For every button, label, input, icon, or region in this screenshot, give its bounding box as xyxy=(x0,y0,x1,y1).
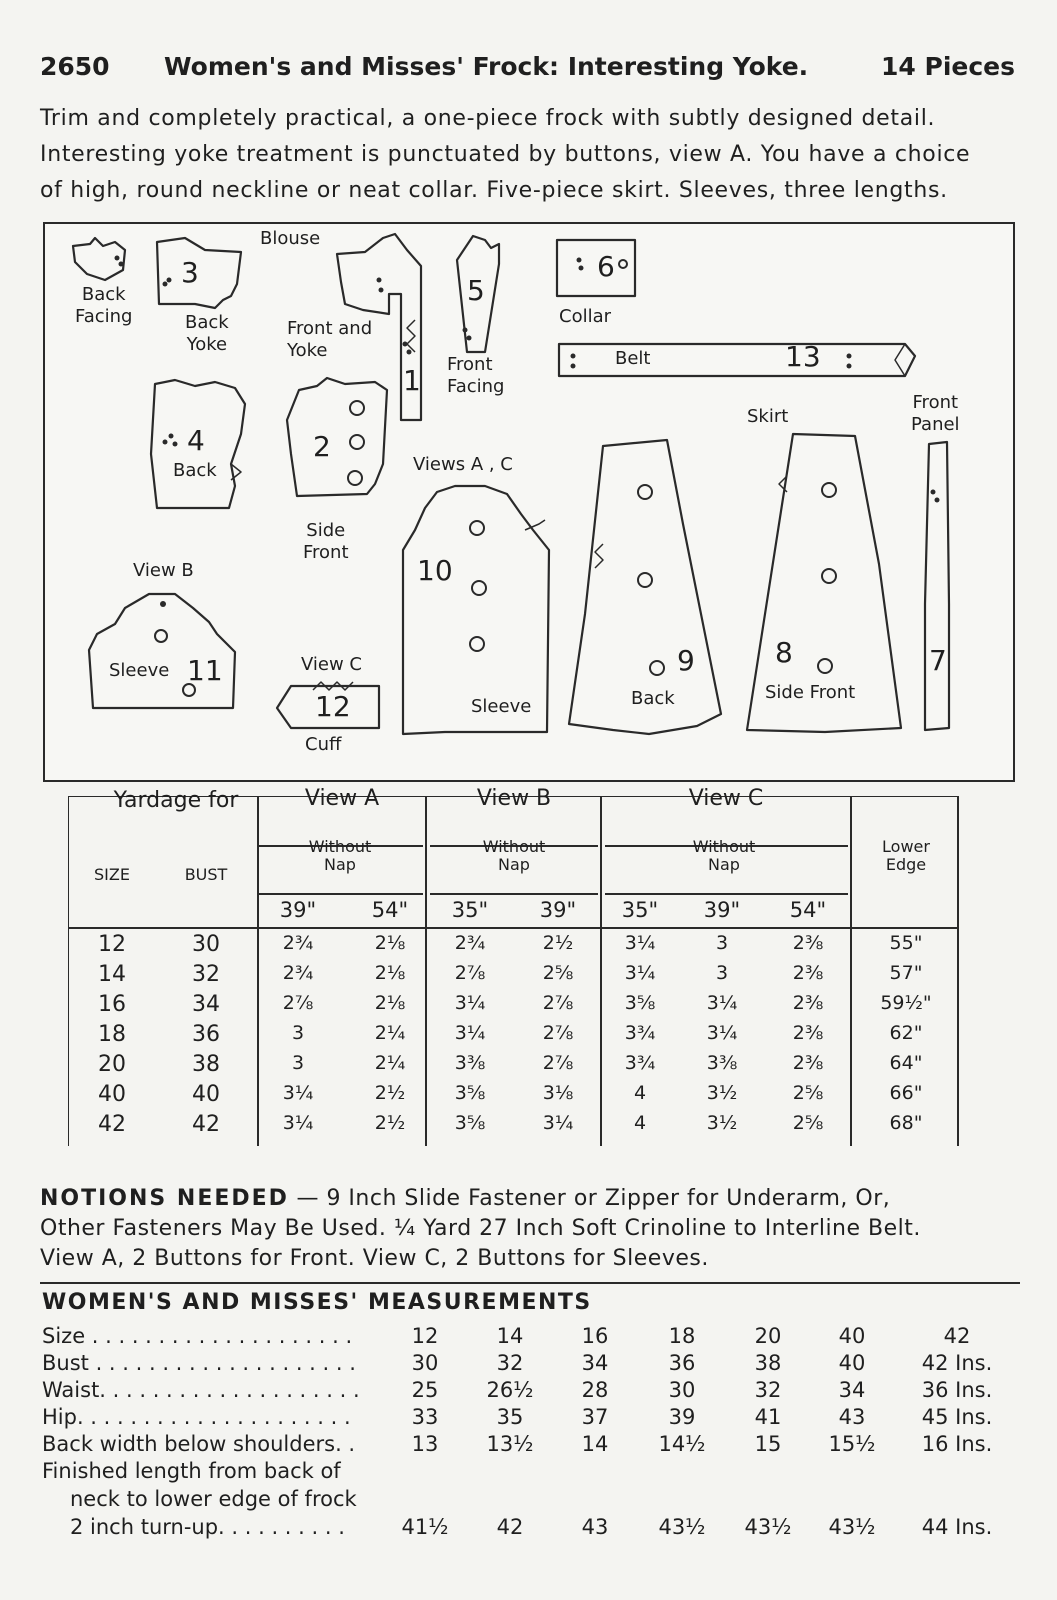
label-view-b: View B xyxy=(133,560,194,581)
measurement-value: 35 xyxy=(496,1405,524,1429)
notions-line-3: View A, 2 Buttons for Front. View C, 2 Buttons for Sleeves. xyxy=(40,1246,709,1271)
table-cell: 3 xyxy=(715,932,729,954)
measurement-value: 14 xyxy=(496,1324,524,1348)
notions-line-1 xyxy=(40,1184,1015,1214)
piece-number-6: 6 xyxy=(597,250,615,283)
measurement-value: 36 Ins. xyxy=(921,1378,993,1402)
label-views-ac: Views A , C xyxy=(413,454,513,475)
measurement-value: 45 Ins. xyxy=(921,1405,993,1429)
measurement-value: 37 xyxy=(581,1405,609,1429)
table-cell: 2⅞ xyxy=(542,992,574,1014)
label-front-facing xyxy=(447,354,504,398)
table-cell: 3⅝ xyxy=(454,1112,486,1134)
table-cell: 3¾ xyxy=(624,1052,656,1074)
table-cell: 2¼ xyxy=(374,1022,406,1044)
measurement-value: 20 xyxy=(754,1324,782,1348)
label-sleeve-b: Sleeve xyxy=(109,660,170,681)
measurement-value: 33 xyxy=(411,1405,439,1429)
measurement-value: 44 Ins. xyxy=(921,1515,993,1539)
measurement-value: 15 xyxy=(754,1432,782,1456)
fabric-width: 39" xyxy=(539,898,577,922)
section-divider xyxy=(40,1282,1020,1284)
piece-number-9: 9 xyxy=(677,644,695,677)
table-cell: 3½ xyxy=(706,1112,738,1134)
measurement-label: neck to lower edge of frock xyxy=(70,1487,357,1511)
label-back: Back xyxy=(173,460,217,481)
table-cell: 55" xyxy=(889,932,923,954)
table-cell: 3 xyxy=(715,962,729,984)
table-cell: 2⅞ xyxy=(542,1052,574,1074)
nap-label-b xyxy=(483,838,546,874)
fabric-width: 35" xyxy=(621,898,659,922)
table-cell: 40 xyxy=(98,1082,126,1107)
table-cell: 2⅛ xyxy=(374,962,406,984)
table-cell: 18 xyxy=(98,1022,126,1047)
piece-side-front xyxy=(287,378,387,496)
measurement-value: 43½ xyxy=(744,1515,792,1539)
nap-label-c xyxy=(693,838,756,874)
table-cell: 42 xyxy=(192,1112,220,1137)
piece-back-yoke xyxy=(157,238,241,308)
table-cell: 3⅜ xyxy=(454,1052,486,1074)
label-side-front xyxy=(303,520,349,564)
pattern-number: 2650 xyxy=(40,52,110,81)
table-cell: 3¼ xyxy=(282,1112,314,1134)
measurement-value: 41½ xyxy=(401,1515,449,1539)
lower-edge-header-text: Lower Edge xyxy=(882,837,930,874)
pattern-header xyxy=(40,52,1015,86)
table-cell: 57" xyxy=(889,962,923,984)
measurement-value: 26½ xyxy=(486,1378,534,1402)
table-cell: 3¼ xyxy=(282,1082,314,1104)
measurement-value: 12 xyxy=(411,1324,439,1348)
measurement-value: 43 xyxy=(581,1515,609,1539)
label-blouse: Blouse xyxy=(260,228,321,249)
label-cuff: Cuff xyxy=(305,734,342,755)
table-cell: 2½ xyxy=(542,932,574,954)
table-cell: 2⅝ xyxy=(542,962,574,984)
table-cell: 16 xyxy=(98,992,126,1017)
measurement-value: 14½ xyxy=(658,1432,706,1456)
table-cell: 12 xyxy=(98,932,126,957)
description-line: of high, round neckline or neat collar. Five-piece skirt. Sleeves, three lengths. xyxy=(40,178,948,203)
measurement-value: 42 Ins. xyxy=(921,1351,993,1375)
measurement-value: 40 xyxy=(838,1351,866,1375)
table-cell: 3¼ xyxy=(542,1112,574,1134)
table-cell: 2½ xyxy=(374,1082,406,1104)
table-cell: 4 xyxy=(633,1112,647,1134)
measurement-label: 2 inch turn-up. . . . . . . . . . xyxy=(70,1515,345,1539)
yardage-view-c: View C xyxy=(688,786,764,811)
table-cell: 64" xyxy=(889,1052,923,1074)
yardage-view-a: View A xyxy=(304,786,380,811)
table-cell: 32 xyxy=(192,962,220,987)
table-cell: 3½ xyxy=(706,1082,738,1104)
measurement-value: 16 Ins. xyxy=(921,1432,993,1456)
measurement-value: 38 xyxy=(754,1351,782,1375)
notions-text-1: — 9 Inch Slide Fastener or Zipper for Underarm, Or, xyxy=(296,1186,891,1211)
measurement-value: 28 xyxy=(581,1378,609,1402)
table-cell: 2⅜ xyxy=(792,1022,824,1044)
measurement-value: 16 xyxy=(581,1324,609,1348)
fabric-width: 35" xyxy=(451,898,489,922)
piece-number-13: 13 xyxy=(785,340,821,373)
table-cell: 3¼ xyxy=(624,932,656,954)
piece-number-5: 5 xyxy=(467,274,485,307)
label-skirt-back: Back xyxy=(631,688,675,709)
measurements-table xyxy=(42,1320,1022,1570)
yardage-view-b: View B xyxy=(476,786,552,811)
description-line: Interesting yoke treatment is punctuated by buttons, view A. You have a choice xyxy=(40,142,971,167)
pattern-description xyxy=(40,101,1015,209)
measurement-label: Back width below shoulders. . xyxy=(42,1432,356,1456)
notions-line-2: Other Fasteners May Be Used. ¼ Yard 27 Inch Soft Crinoline to Interline Belt. xyxy=(40,1216,921,1241)
table-cell: 2¾ xyxy=(454,932,486,954)
table-cell: 2⅛ xyxy=(374,992,406,1014)
table-cell: 3 xyxy=(291,1022,305,1044)
table-cell: 2⅜ xyxy=(792,992,824,1014)
label-front-yoke xyxy=(287,318,372,362)
table-cell: 30 xyxy=(192,932,220,957)
fabric-width: 54" xyxy=(789,898,827,922)
yardage-title: Yardage for xyxy=(113,788,239,813)
table-cell: 2⅜ xyxy=(792,1052,824,1074)
yardage-table xyxy=(68,786,1008,1168)
label-back-facing-text: Back Facing xyxy=(75,284,133,327)
label-back-yoke xyxy=(185,312,229,356)
label-skirt-side-front: Side Front xyxy=(765,682,856,703)
label-front-yoke-text: Front and Yoke xyxy=(287,318,373,361)
measurement-value: 43½ xyxy=(828,1515,876,1539)
label-view-c: View C xyxy=(301,654,363,675)
measurement-value: 41 xyxy=(754,1405,782,1429)
measurement-label: Bust . . . . . . . . . . . . . . . . . . . . xyxy=(42,1351,356,1375)
measurement-value: 34 xyxy=(581,1351,609,1375)
table-cell: 4 xyxy=(633,1082,647,1104)
measurements-title: WOMEN'S AND MISSES' MEASUREMENTS xyxy=(42,1290,592,1315)
table-cell: 3¼ xyxy=(706,1022,738,1044)
piece-number-11: 11 xyxy=(187,654,223,687)
label-skirt: Skirt xyxy=(747,406,789,427)
label-back-yoke-text: Back Yoke xyxy=(185,312,229,355)
measurement-label: Waist. . . . . . . . . . . . . . . . . . . . xyxy=(42,1378,360,1402)
nap-label-c-text: Without Nap xyxy=(692,837,756,874)
piece-number-3: 3 xyxy=(181,256,199,289)
table-cell: 2¼ xyxy=(374,1052,406,1074)
notions-heading: NOTIONS NEEDED xyxy=(40,1186,289,1211)
measurement-value: 13½ xyxy=(486,1432,534,1456)
table-cell: 2⅝ xyxy=(792,1082,824,1104)
piece-belt xyxy=(559,344,915,376)
measurement-label: Finished length from back of xyxy=(42,1459,341,1483)
piece-number-10: 10 xyxy=(417,554,453,587)
table-cell: 2⅞ xyxy=(454,962,486,984)
pattern-title: Women's and Misses' Frock: Interesting Yoke. xyxy=(164,52,809,81)
table-cell: 2⅞ xyxy=(542,1022,574,1044)
measurement-value: 42 xyxy=(943,1324,971,1348)
piece-number-1: 1 xyxy=(403,364,421,397)
table-cell: 2⅜ xyxy=(792,932,824,954)
size-header: SIZE xyxy=(94,865,130,884)
measurement-value: 15½ xyxy=(828,1432,876,1456)
measurement-value: 14 xyxy=(581,1432,609,1456)
table-cell: 3⅜ xyxy=(706,1052,738,1074)
measurement-value: 40 xyxy=(838,1324,866,1348)
table-cell: 3 xyxy=(291,1052,305,1074)
table-cell: 40 xyxy=(192,1082,220,1107)
table-cell: 66" xyxy=(889,1082,923,1104)
table-cell: 2⅜ xyxy=(792,962,824,984)
table-cell: 68" xyxy=(889,1112,923,1134)
table-cell: 2⅝ xyxy=(792,1112,824,1134)
nap-label-a xyxy=(309,838,372,874)
piece-number-8: 8 xyxy=(775,636,793,669)
table-cell: 3¾ xyxy=(624,1022,656,1044)
measurement-value: 34 xyxy=(838,1378,866,1402)
table-cell: 3¼ xyxy=(624,962,656,984)
piece-number-4: 4 xyxy=(187,424,205,457)
label-back-facing xyxy=(75,284,132,328)
fabric-width: 39" xyxy=(703,898,741,922)
lower-edge-header xyxy=(882,838,930,874)
measurement-value: 42 xyxy=(496,1515,524,1539)
table-cell: 3¼ xyxy=(454,992,486,1014)
piece-number-2: 2 xyxy=(313,430,331,463)
label-front-panel xyxy=(911,392,960,436)
table-cell: 3⅛ xyxy=(542,1082,574,1104)
measurement-value: 13 xyxy=(411,1432,439,1456)
piece-number-7: 7 xyxy=(929,644,947,677)
measurement-label: Size . . . . . . . . . . . . . . . . . . . . xyxy=(42,1324,353,1348)
table-cell: 2⅛ xyxy=(374,932,406,954)
fabric-width: 54" xyxy=(371,898,409,922)
piece-number-12: 12 xyxy=(315,690,351,723)
measurement-value: 43 xyxy=(838,1405,866,1429)
bust-header: BUST xyxy=(184,865,228,884)
table-cell: 36 xyxy=(192,1022,220,1047)
table-cell: 34 xyxy=(192,992,220,1017)
measurement-value: 43½ xyxy=(658,1515,706,1539)
measurement-value: 36 xyxy=(668,1351,696,1375)
measurement-value: 30 xyxy=(668,1378,696,1402)
piece-sleeve-view-b xyxy=(89,594,235,708)
table-cell: 14 xyxy=(98,962,126,987)
table-cell: 59½" xyxy=(880,992,932,1014)
fabric-width: 39" xyxy=(279,898,317,922)
table-cell: 62" xyxy=(889,1022,923,1044)
measurement-value: 32 xyxy=(496,1351,524,1375)
table-cell: 3¼ xyxy=(454,1022,486,1044)
table-cell: 3⅝ xyxy=(624,992,656,1014)
label-sleeve: Sleeve xyxy=(471,696,532,717)
measurement-label: Hip. . . . . . . . . . . . . . . . . . . . . xyxy=(42,1405,351,1429)
table-cell: 42 xyxy=(98,1112,126,1137)
description-line: Trim and completely practical, a one-piece frock with subtly designed detail. xyxy=(40,106,936,131)
table-cell: 3¼ xyxy=(706,992,738,1014)
measurement-value: 32 xyxy=(754,1378,782,1402)
notions-needed xyxy=(40,1184,1015,1274)
measurement-value: 30 xyxy=(411,1351,439,1375)
label-side-front-text: Side Front xyxy=(303,520,349,563)
label-front-panel-text: Front Panel xyxy=(911,392,960,435)
measurement-value: 25 xyxy=(411,1378,439,1402)
table-cell: 38 xyxy=(192,1052,220,1077)
table-cell: 20 xyxy=(98,1052,126,1077)
label-belt: Belt xyxy=(615,348,651,369)
measurement-value: 39 xyxy=(668,1405,696,1429)
table-cell: 3⅝ xyxy=(454,1082,486,1104)
table-cell: 2⅞ xyxy=(282,992,314,1014)
table-cell: 2½ xyxy=(374,1112,406,1134)
piece-front-panel xyxy=(925,442,949,730)
table-cell: 2¾ xyxy=(282,962,314,984)
label-front-facing-text: Front Facing xyxy=(447,354,505,397)
piece-count: 14 Pieces xyxy=(881,52,1015,81)
nap-label-a-text: Without Nap xyxy=(308,837,372,874)
nap-label-b-text: Without Nap xyxy=(482,837,546,874)
pattern-pieces-diagram xyxy=(43,222,1015,782)
label-collar: Collar xyxy=(559,306,612,327)
measurement-value: 18 xyxy=(668,1324,696,1348)
table-cell: 2¾ xyxy=(282,932,314,954)
